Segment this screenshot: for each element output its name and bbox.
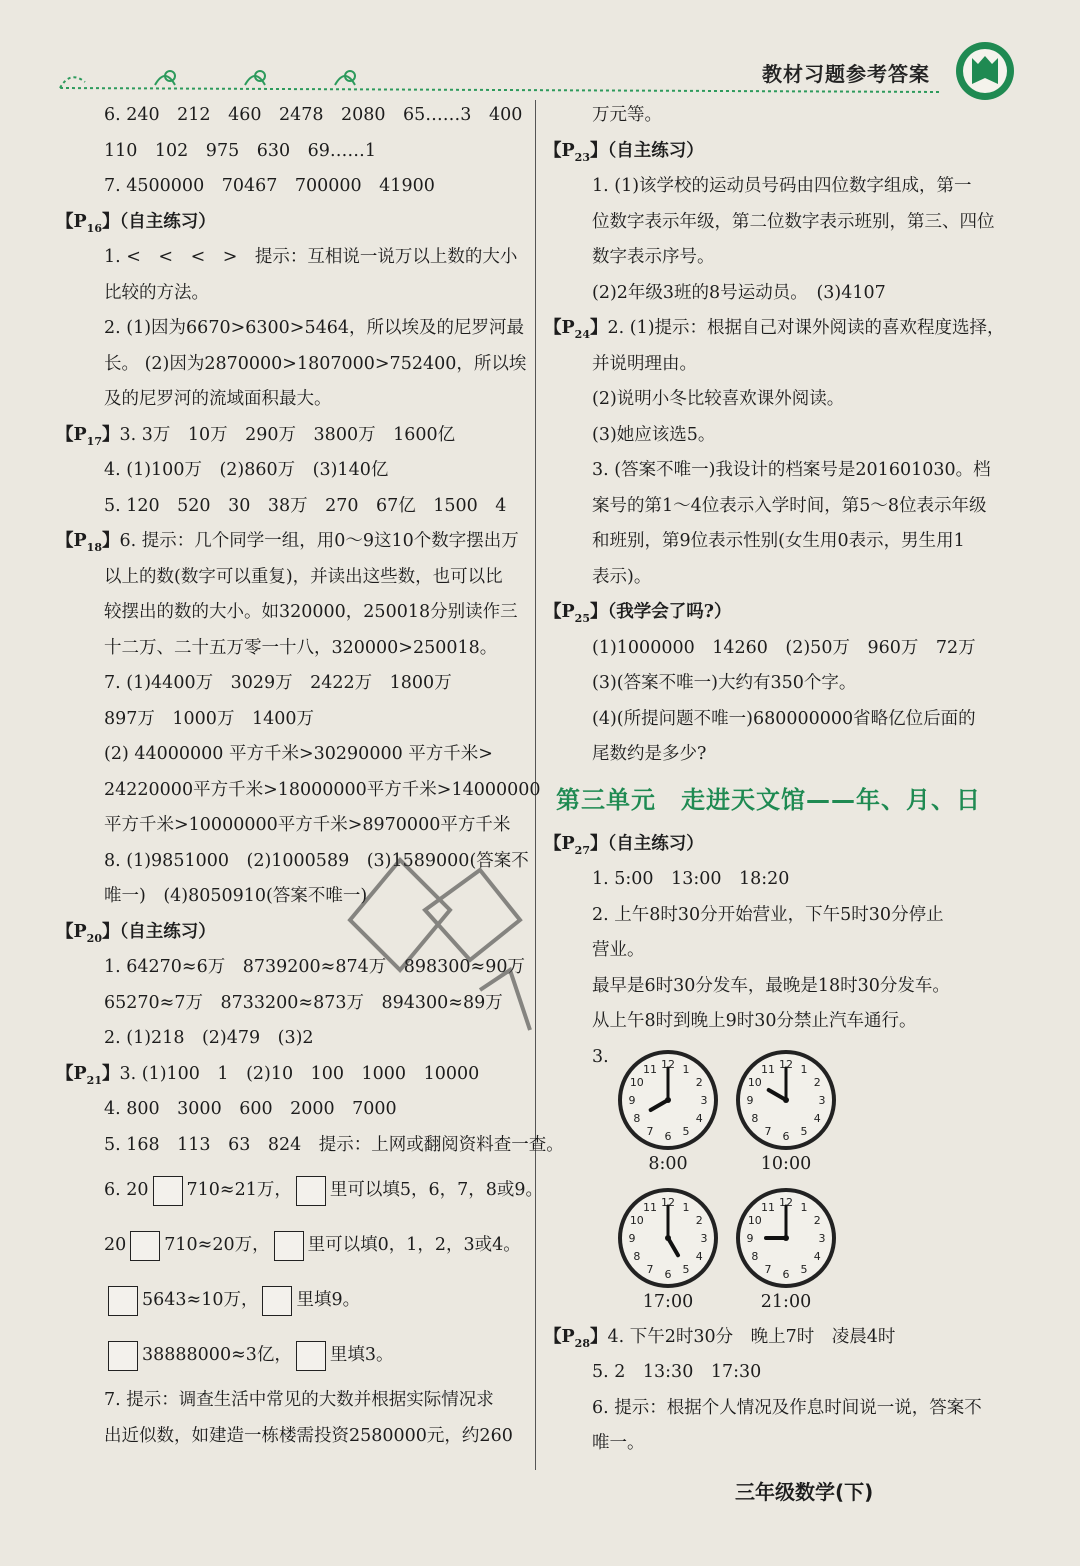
text-line: 7. 提示：调查生活中常见的大数并根据实际情况求 <box>104 1390 494 1410</box>
blank-box <box>296 1341 326 1371</box>
text-line: 【$P_{18}$】6. 提示：几个同学一组，用0～9这10个数字摆出万 <box>56 531 519 554</box>
svg-text:2: 2 <box>813 1075 821 1089</box>
text-line: 4. 800 3000 600 2000 7000 <box>104 1099 397 1119</box>
blank-box <box>130 1231 160 1261</box>
svg-text:2: 2 <box>813 1213 821 1227</box>
text-line: 5. 2 13:30 17:30 <box>592 1362 762 1382</box>
text-line: 2. (1)218 (2)479 (3)2 <box>104 1028 314 1048</box>
blank-box <box>274 1231 304 1261</box>
text-line: 1. < < < > 提示：互相说一说万以上数的大小 <box>104 247 518 267</box>
text-line: 20 710≈20万， 里可以填0，1，2，3或4。 <box>56 1218 530 1273</box>
text-line: 38888000≈3亿， 里填3。 <box>56 1328 530 1383</box>
svg-text:6: 6 <box>664 1129 672 1143</box>
text-line: 6. 20 710≈21万， 里可以填5，6，7，8或9。 <box>56 1163 530 1218</box>
svg-text:5: 5 <box>800 1262 808 1276</box>
svg-text:3: 3 <box>818 1093 826 1107</box>
svg-text:11: 11 <box>643 1200 657 1214</box>
svg-text:9: 9 <box>746 1231 754 1245</box>
svg-text:8: 8 <box>633 1249 641 1263</box>
clock-label: 8:00 <box>648 1153 688 1174</box>
header-decoration <box>0 0 1080 110</box>
svg-text:10: 10 <box>629 1213 644 1227</box>
text-line: 7. 4500000 70467 700000 41900 <box>104 176 435 196</box>
svg-text:12: 12 <box>779 1057 793 1071</box>
text-line: 2. (1)因为6670>6300>5464，所以埃及的尼罗河最 <box>104 318 524 338</box>
svg-text:1: 1 <box>682 1200 690 1214</box>
clock-label: 21:00 <box>760 1291 812 1312</box>
blank-box <box>262 1286 292 1316</box>
text-line: 8. (1)9851000 (2)1000589 (3)1589000(答案不 <box>104 850 529 871</box>
text-line: 唯一。 <box>592 1433 645 1453</box>
text-line: 3. <box>592 1046 609 1067</box>
text-line: (2)2年级3班的8号运动员。 (3)4107 <box>592 282 886 303</box>
text-line: 7. (1)4400万 3029万 2422万 1800万 <box>104 673 452 693</box>
text-line: (2)说明小冬比较喜欢课外阅读。 <box>592 389 845 409</box>
text-line: 110 102 975 630 69……1 <box>104 140 377 161</box>
text-line: (3)(答案不唯一)大约有350个字。 <box>592 673 857 693</box>
footer-label: 三年级数学(下) <box>735 1480 874 1504</box>
text-line: 最早是6时30分发车，最晚是18时30分发车。 <box>592 975 950 996</box>
text-line: 表示)。 <box>592 566 652 587</box>
svg-text:9: 9 <box>628 1093 636 1107</box>
clock-label: 17:00 <box>642 1291 694 1312</box>
svg-text:3: 3 <box>818 1231 826 1245</box>
text-line: 【$P_{24}$】2. (1)提示：根据自己对课外阅读的喜欢程度选择， <box>544 318 1005 341</box>
text-line: 6. 240 212 460 2478 2080 65……3 400 <box>104 105 523 125</box>
svg-text:5: 5 <box>800 1124 808 1138</box>
text-line: 【$P_{21}$】3. (1)100 1 (2)10 100 1000 10000 <box>56 1063 480 1087</box>
svg-text:9: 9 <box>628 1231 636 1245</box>
svg-text:6: 6 <box>782 1267 790 1281</box>
text-line: 比较的方法。 <box>104 282 209 303</box>
svg-text:5: 5 <box>682 1124 690 1138</box>
text-line: (3)她应该选5。 <box>592 424 716 445</box>
svg-text:7: 7 <box>646 1262 654 1276</box>
svg-text:11: 11 <box>643 1062 657 1076</box>
clock-face-icon <box>734 1186 838 1290</box>
text-line: (1)1000000 14260 (2)50万 960万 72万 <box>592 637 976 658</box>
clock-face-icon <box>616 1186 720 1290</box>
svg-text:6: 6 <box>782 1129 790 1143</box>
svg-text:4: 4 <box>813 1111 821 1125</box>
blank-box <box>108 1286 138 1316</box>
text-line: 5. 168 113 63 824 提示：上网或翻阅资料查一查。 <box>104 1134 564 1155</box>
left-column <box>56 98 564 1454</box>
text-line: 位数字表示年级，第二位数字表示班别，第三、四位 <box>592 211 995 232</box>
text-line: (4)(所提问题不唯一)680000000省略亿位后面的 <box>592 708 976 729</box>
text-line: 出近似数，如建造一栋楼需投资2580000元，约260 <box>104 1425 513 1446</box>
section-heading: 【$P_{27}$】（自主练习） <box>544 833 704 857</box>
text-line: 万元等。 <box>592 105 662 125</box>
svg-text:1: 1 <box>800 1200 808 1214</box>
text-line: (2) 44000000 平方千米>30290000 平方千米> <box>104 744 493 764</box>
text-line: 65270≈7万 8733200≈873万 894300≈89万 <box>104 992 503 1013</box>
blank-box <box>108 1341 138 1371</box>
text-line: 4. (1)100万 (2)860万 (3)140亿 <box>104 460 389 480</box>
section-heading: 【$P_{23}$】（自主练习） <box>544 140 704 164</box>
svg-text:2: 2 <box>695 1075 703 1089</box>
text-line: 和班别，第9位表示性别(女生用0表示，男生用1 <box>592 531 965 551</box>
svg-text:1: 1 <box>682 1062 690 1076</box>
text-line: 2. 上午8时30分开始营业，下午5时30分停止 <box>592 904 944 925</box>
right-column <box>544 98 1024 1462</box>
svg-text:2: 2 <box>695 1213 703 1227</box>
text-line: 1. (1)该学校的运动员号码由四位数字组成，第一 <box>592 176 972 196</box>
text-line: 【$P_{17}$】3. 3万 10万 290万 3800万 1600亿 <box>56 424 456 448</box>
text-line: 案号的第1～4位表示入学时间，第5～8位表示年级 <box>592 495 987 516</box>
text-line: 5643≈10万， 里填9。 <box>56 1273 530 1328</box>
svg-text:5: 5 <box>682 1262 690 1276</box>
blank-box <box>153 1176 183 1206</box>
svg-text:8: 8 <box>751 1249 759 1263</box>
text-line: 1. 64270≈6万 8739200≈874万 898300≈90万 <box>104 957 525 977</box>
svg-text:12: 12 <box>661 1195 675 1209</box>
text-line: 897万 1000万 1400万 <box>104 708 314 729</box>
section-heading: 【$P_{20}$】（自主练习） <box>56 921 216 945</box>
clock-figures <box>544 1040 1024 1320</box>
svg-text:9: 9 <box>746 1093 754 1107</box>
svg-text:10: 10 <box>629 1075 644 1089</box>
header-title: 教材习题参考答案 <box>762 62 930 86</box>
svg-text:7: 7 <box>764 1124 772 1138</box>
clock-face-icon <box>616 1048 720 1152</box>
text-line: 长。 (2)因为2870000>1807000>752400，所以埃 <box>104 353 527 374</box>
text-line: 1. 5:00 13:00 18:20 <box>592 869 790 889</box>
text-line: 从上午8时到晚上9时30分禁止汽车通行。 <box>592 1011 917 1031</box>
stamp-mark <box>330 800 550 1050</box>
text-line: 数字表示序号。 <box>592 247 715 267</box>
section-heading: 【$P_{16}$】（自主练习） <box>56 211 216 235</box>
text-line: 以上的数(数字可以重复)，并读出这些数，也可以比 <box>104 566 503 587</box>
book-logo-icon <box>952 40 1018 102</box>
text-line: 24220000平方千米>18000000平方千米>14000000 <box>104 779 541 800</box>
svg-text:4: 4 <box>813 1249 821 1263</box>
text-line: 尾数约是多少? <box>592 744 707 764</box>
text-line: 【$P_{28}$】4. 下午2时30分 晚上7时 凌晨4时 <box>544 1326 896 1350</box>
svg-text:11: 11 <box>761 1062 775 1076</box>
svg-text:10: 10 <box>747 1213 762 1227</box>
svg-text:6: 6 <box>664 1267 672 1281</box>
svg-text:3: 3 <box>700 1093 708 1107</box>
text-line: 并说明理由。 <box>592 353 697 374</box>
svg-text:8: 8 <box>751 1111 759 1125</box>
text-line: 唯一) (4)8050910(答案不唯一) <box>104 886 368 906</box>
text-line: 十二万、二十五万零一十八，320000>250018。 <box>104 637 498 658</box>
text-line: 6. 提示：根据个人情况及作息时间说一说，答案不 <box>592 1397 982 1418</box>
svg-text:10: 10 <box>747 1075 762 1089</box>
svg-text:11: 11 <box>761 1200 775 1214</box>
svg-text:1: 1 <box>800 1062 808 1076</box>
svg-text:3: 3 <box>700 1231 708 1245</box>
text-line: 营业。 <box>592 940 645 960</box>
clock-face-icon <box>734 1048 838 1152</box>
svg-text:7: 7 <box>646 1124 654 1138</box>
clock-label: 10:00 <box>760 1153 812 1174</box>
text-line: 3. (答案不唯一)我设计的档案号是201601030。档 <box>592 460 991 480</box>
text-line: 平方千米>10000000平方千米>8970000平方千米 <box>104 815 511 835</box>
page-header <box>0 0 1080 110</box>
text-line: 及的尼罗河的流域面积最大。 <box>104 389 332 409</box>
section-heading: 【$P_{25}$】（我学会了吗?） <box>544 602 732 625</box>
svg-text:4: 4 <box>695 1111 703 1125</box>
text-line: 较摆出的数的大小。如320000，250018分别读作三 <box>104 602 518 622</box>
svg-text:12: 12 <box>779 1195 793 1209</box>
text-line: 5. 120 520 30 38万 270 67亿 1500 4 <box>104 495 507 516</box>
svg-text:8: 8 <box>633 1111 641 1125</box>
svg-text:4: 4 <box>695 1249 703 1263</box>
unit-title: 第三单元 走进天文馆——年、月、日 <box>556 785 981 814</box>
blank-box <box>296 1176 326 1206</box>
svg-text:7: 7 <box>764 1262 772 1276</box>
svg-text:12: 12 <box>661 1057 675 1071</box>
